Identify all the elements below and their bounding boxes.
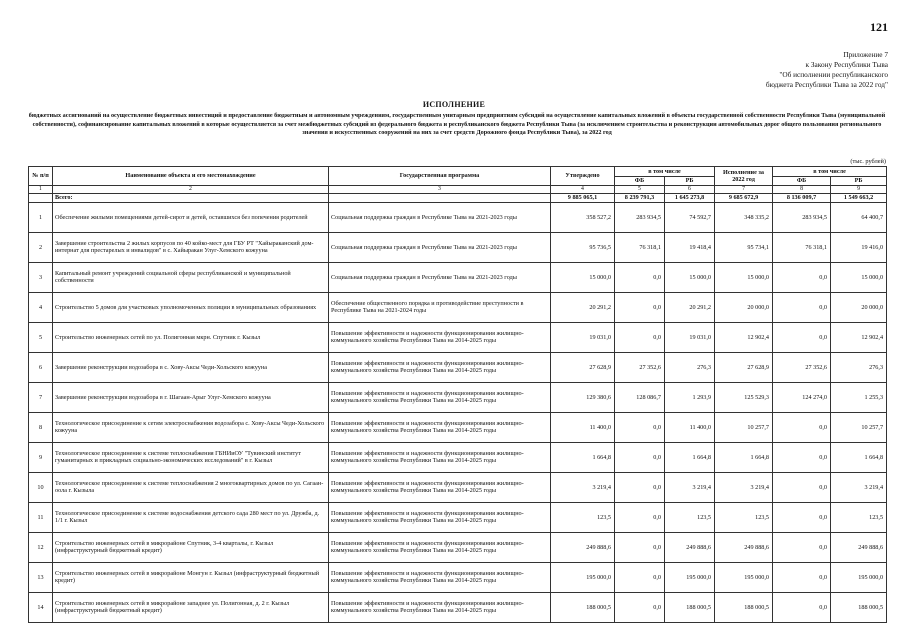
approved-amount: 123,5 (551, 502, 615, 532)
object-name: Строительство инженерных сетей в микрорайоне Монгун г. Кызыл (инфраструктурный бюджетный кредит) (53, 562, 329, 592)
rb-amount: 1 293,9 (665, 382, 715, 412)
column-index: 6 (665, 186, 715, 194)
column-index: 4 (551, 186, 615, 194)
state-program: Повышение эффективности и надежности функционирования жилищно-коммунального хозяйства Республики Тыва на 2014-2025 годы (329, 382, 551, 412)
row-number: 7 (29, 382, 53, 412)
fb-amount: 0,0 (615, 412, 665, 442)
fb-amount: 0,0 (615, 592, 665, 622)
column-index: 7 (715, 186, 773, 194)
execution-table (28, 166, 887, 623)
fb-exec-amount: 0,0 (773, 292, 831, 322)
rb-exec-amount: 1 255,3 (831, 382, 887, 412)
state-program: Социальная поддержка граждан в Республике Тыва на 2021-2023 годы (329, 232, 551, 262)
rb-amount: 20 291,2 (665, 292, 715, 322)
state-program: Социальная поддержка граждан в Республике Тыва на 2021-2023 годы (329, 262, 551, 292)
fb-amount: 283 934,5 (615, 202, 665, 232)
rb-exec-amount: 195 000,0 (831, 562, 887, 592)
column-index: 3 (329, 186, 551, 194)
fb-amount: 0,0 (615, 532, 665, 562)
rb-exec-amount: 12 902,4 (831, 322, 887, 352)
row-number: 10 (29, 472, 53, 502)
fb-amount: 0,0 (615, 322, 665, 352)
header-including: в том числе (615, 167, 715, 177)
column-index: 9 (831, 186, 887, 194)
total-row (29, 194, 887, 202)
header-fb-exec: ФБ (773, 177, 831, 186)
fb-amount: 0,0 (615, 442, 665, 472)
rb-amount: 188 000,5 (665, 592, 715, 622)
header-rb: РБ (665, 177, 715, 186)
rb-exec-amount: 10 257,7 (831, 412, 887, 442)
rb-amount: 11 400,0 (665, 412, 715, 442)
table-row (29, 502, 887, 532)
appendix-line: "Об исполнении республиканского (779, 70, 888, 79)
rb-exec-amount: 15 000,0 (831, 262, 887, 292)
fb-exec-amount: 0,0 (773, 592, 831, 622)
total-fb: 8 239 791,3 (615, 194, 665, 202)
header-rb-exec: РБ (831, 177, 887, 186)
object-name: Технологическое присоединение к системе теплоснабжения ГБНИиОУ "Тувинский институт гуманитарных и прикладных социально-экономических исследований" в г. Кызыл (53, 442, 329, 472)
row-number: 9 (29, 442, 53, 472)
column-index-row (29, 186, 887, 194)
fb-exec-amount: 27 352,6 (773, 352, 831, 382)
rb-amount: 195 000,0 (665, 562, 715, 592)
table-row (29, 262, 887, 292)
object-name: Обеспечение жилыми помещениями детей-сирот и детей, оставшихся без попечения родителей (53, 202, 329, 232)
table-row (29, 352, 887, 382)
column-index: 2 (53, 186, 329, 194)
rb-exec-amount: 20 000,0 (831, 292, 887, 322)
state-program: Обеспечение общественного порядка и противодействие преступности в Республике Тыва на 2021-2024 годы (329, 292, 551, 322)
fb-exec-amount: 0,0 (773, 502, 831, 532)
fb-exec-amount: 283 934,5 (773, 202, 831, 232)
state-program: Повышение эффективности и надежности функционирования жилищно-коммунального хозяйства Республики Тыва на 2014-2025 годы (329, 562, 551, 592)
fb-amount: 0,0 (615, 262, 665, 292)
row-number: 6 (29, 352, 53, 382)
table-row (29, 202, 887, 232)
row-number: 12 (29, 532, 53, 562)
rb-exec-amount: 188 000,5 (831, 592, 887, 622)
rb-amount: 15 000,0 (665, 262, 715, 292)
fb-exec-amount: 0,0 (773, 472, 831, 502)
object-name: Строительство инженерных сетей в микрорайоне западнее ул. Полигонная, д. 2 г. Кызыл (инфраструктурный бюджетный кредит) (53, 592, 329, 622)
table-row (29, 412, 887, 442)
state-program: Повышение эффективности и надежности функционирования жилищно-коммунального хозяйства Республики Тыва на 2014-2025 годы (329, 442, 551, 472)
document-title: ИСПОЛНЕНИЕ (422, 100, 486, 109)
fb-exec-amount: 0,0 (773, 262, 831, 292)
header-including-exec: в том числе (773, 167, 887, 177)
rb-amount: 3 219,4 (665, 472, 715, 502)
approved-amount: 129 380,6 (551, 382, 615, 412)
approved-amount: 95 736,5 (551, 232, 615, 262)
fb-exec-amount: 76 318,1 (773, 232, 831, 262)
header-num: № п/п (29, 167, 53, 186)
fb-exec-amount: 0,0 (773, 322, 831, 352)
fb-exec-amount: 0,0 (773, 562, 831, 592)
object-name: Завершение реконструкции водозабора в с. Хову-Аксы Чеди-Хольского кожууна (53, 352, 329, 382)
approved-amount: 15 000,0 (551, 262, 615, 292)
fb-amount: 0,0 (615, 562, 665, 592)
total-rb: 1 645 273,8 (665, 194, 715, 202)
state-program: Повышение эффективности и надежности функционирования жилищно-коммунального хозяйства Республики Тыва на 2014-2025 годы (329, 472, 551, 502)
fb-amount: 0,0 (615, 292, 665, 322)
approved-amount: 20 291,2 (551, 292, 615, 322)
rb-amount: 19 031,0 (665, 322, 715, 352)
header-execution: Исполнение за 2022 год (715, 167, 773, 186)
appendix-note (658, 50, 888, 90)
column-index: 8 (773, 186, 831, 194)
execution-amount: 3 219,4 (715, 472, 773, 502)
total-rb-exec: 1 549 663,2 (831, 194, 887, 202)
fb-exec-amount: 124 274,0 (773, 382, 831, 412)
header-approved: Утверждено (551, 167, 615, 186)
total-label: Всего: (53, 194, 329, 202)
state-program: Повышение эффективности и надежности функционирования жилищно-коммунального хозяйства Республики Тыва на 2014-2025 годы (329, 502, 551, 532)
rb-exec-amount: 1 664,8 (831, 442, 887, 472)
execution-amount: 249 888,6 (715, 532, 773, 562)
object-name: Завершение строительства 2 жилых корпусов по 40 койко-мест для ГБУ РТ "Хайыраканский дом-интернат для престарелых и инвалидов" в с. Хайыракан Улуг-Хемского кожууна (53, 232, 329, 262)
object-name: Строительство 5 домов для участковых уполномоченных полиции в муниципальных образованиях (53, 292, 329, 322)
appendix-line: Приложение 7 (843, 50, 888, 59)
rb-exec-amount: 249 888,6 (831, 532, 887, 562)
execution-amount: 188 000,5 (715, 592, 773, 622)
table-row (29, 232, 887, 262)
document-subtitle: бюджетных ассигнований на осуществление бюджетных инвестиций и предоставление бюджетным и автономным учреждениям, государственным унитарным предприятиям субсидий на осуществление капитальных вложений в объекты государственной собственности Республики Тыва (муниципальной собственности), софинансирование капитальных вложений в которые осуществляется за счет межбюджетных субсидий из федерального бюджета и республиканского бюджета Республики Тыва (за исключением строительства и реконструкции автомобильных дорог общего пользования регионального значения и искусственных сооружений на них за счет средств Дорожного фонда Республики Тыва), за 2022 год (28, 112, 886, 137)
execution-amount: 125 529,3 (715, 382, 773, 412)
rb-amount: 19 418,4 (665, 232, 715, 262)
execution-amount: 10 257,7 (715, 412, 773, 442)
state-program: Повышение эффективности и надежности функционирования жилищно-коммунального хозяйства Республики Тыва на 2014-2025 годы (329, 412, 551, 442)
fb-exec-amount: 0,0 (773, 442, 831, 472)
approved-amount: 1 664,8 (551, 442, 615, 472)
table-row (29, 592, 887, 622)
row-number: 13 (29, 562, 53, 592)
table-row (29, 442, 887, 472)
state-program: Повышение эффективности и надежности функционирования жилищно-коммунального хозяйства Республики Тыва на 2014-2025 годы (329, 532, 551, 562)
object-name: Строительство инженерных сетей в микрорайоне Спутник, 3-4 кварталы, г. Кызыл (инфраструктурный бюджетный кредит) (53, 532, 329, 562)
row-number: 11 (29, 502, 53, 532)
approved-amount: 11 400,0 (551, 412, 615, 442)
row-number: 8 (29, 412, 53, 442)
table-row (29, 562, 887, 592)
object-name: Технологическое присоединение к сетям электроснабжения водозабора с. Хову-Аксы Чеди-Хольского кожууна (53, 412, 329, 442)
approved-amount: 3 219,4 (551, 472, 615, 502)
rb-exec-amount: 19 416,0 (831, 232, 887, 262)
row-number: 2 (29, 232, 53, 262)
appendix-line: бюджета Республики Тыва за 2022 год" (765, 80, 888, 89)
rb-amount: 249 888,6 (665, 532, 715, 562)
fb-amount: 0,0 (615, 472, 665, 502)
page-number: 121 (870, 20, 888, 34)
table-row (29, 532, 887, 562)
fb-amount: 0,0 (615, 502, 665, 532)
fb-amount: 27 352,6 (615, 352, 665, 382)
total-approved: 9 885 065,1 (551, 194, 615, 202)
column-index: 1 (29, 186, 53, 194)
fb-exec-amount: 0,0 (773, 412, 831, 442)
rb-amount: 276,3 (665, 352, 715, 382)
rb-exec-amount: 3 219,4 (831, 472, 887, 502)
header-program: Государственная программа (329, 167, 551, 186)
row-number: 14 (29, 592, 53, 622)
execution-amount: 27 628,9 (715, 352, 773, 382)
rb-exec-amount: 276,3 (831, 352, 887, 382)
total-fb-exec: 8 136 009,7 (773, 194, 831, 202)
fb-amount: 76 318,1 (615, 232, 665, 262)
fb-exec-amount: 0,0 (773, 532, 831, 562)
object-name: Капитальный ремонт учреждений социальной сферы республиканской и муниципальной собственности (53, 262, 329, 292)
total-execution: 9 685 672,9 (715, 194, 773, 202)
appendix-line: к Закону Республики Тыва (805, 60, 888, 69)
object-name: Строительство инженерных сетей по ул. Полигонная мкрн. Спутник г. Кызыл (53, 322, 329, 352)
unit-note: (тыс. рублей) (850, 158, 886, 165)
fb-amount: 128 086,7 (615, 382, 665, 412)
table-row (29, 382, 887, 412)
execution-amount: 195 000,0 (715, 562, 773, 592)
row-number: 3 (29, 262, 53, 292)
table-row (29, 292, 887, 322)
approved-amount: 195 000,0 (551, 562, 615, 592)
object-name: Завершение реконструкции водозабора в г. Шагаан-Арыг Улуг-Хемского кожууна (53, 382, 329, 412)
state-program: Повышение эффективности и надежности функционирования жилищно-коммунального хозяйства Республики Тыва на 2014-2025 годы (329, 592, 551, 622)
execution-amount: 123,5 (715, 502, 773, 532)
header-name: Наименование объекта и его местонахождение (53, 167, 329, 186)
state-program: Повышение эффективности и надежности функционирования жилищно-коммунального хозяйства Республики Тыва на 2014-2025 годы (329, 352, 551, 382)
rb-amount: 74 592,7 (665, 202, 715, 232)
table-row (29, 472, 887, 502)
state-program: Социальная поддержка граждан в Республике Тыва на 2021-2023 годы (329, 202, 551, 232)
table-row (29, 322, 887, 352)
approved-amount: 188 000,5 (551, 592, 615, 622)
execution-amount: 12 902,4 (715, 322, 773, 352)
approved-amount: 19 031,0 (551, 322, 615, 352)
row-number: 5 (29, 322, 53, 352)
rb-amount: 1 664,8 (665, 442, 715, 472)
execution-amount: 348 335,2 (715, 202, 773, 232)
rb-exec-amount: 123,5 (831, 502, 887, 532)
rb-amount: 123,5 (665, 502, 715, 532)
row-number: 4 (29, 292, 53, 322)
row-number: 1 (29, 202, 53, 232)
object-name: Технологическое присоединение к системе теплоснабжения 2 многоквартирных домов по ул. Сагаан-оола г. Кызыла (53, 472, 329, 502)
approved-amount: 27 628,9 (551, 352, 615, 382)
approved-amount: 358 527,2 (551, 202, 615, 232)
object-name: Технологическое присоединение к системе водоснабжения детского сада 280 мест по ул. Дружба, д. 1/1 г. Кызыл (53, 502, 329, 532)
approved-amount: 249 888,6 (551, 532, 615, 562)
execution-amount: 20 000,0 (715, 292, 773, 322)
rb-exec-amount: 64 400,7 (831, 202, 887, 232)
execution-amount: 15 000,0 (715, 262, 773, 292)
column-index: 5 (615, 186, 665, 194)
execution-amount: 95 734,1 (715, 232, 773, 262)
execution-amount: 1 664,8 (715, 442, 773, 472)
state-program: Повышение эффективности и надежности функционирования жилищно-коммунального хозяйства Республики Тыва на 2014-2025 годы (329, 322, 551, 352)
header-fb: ФБ (615, 177, 665, 186)
